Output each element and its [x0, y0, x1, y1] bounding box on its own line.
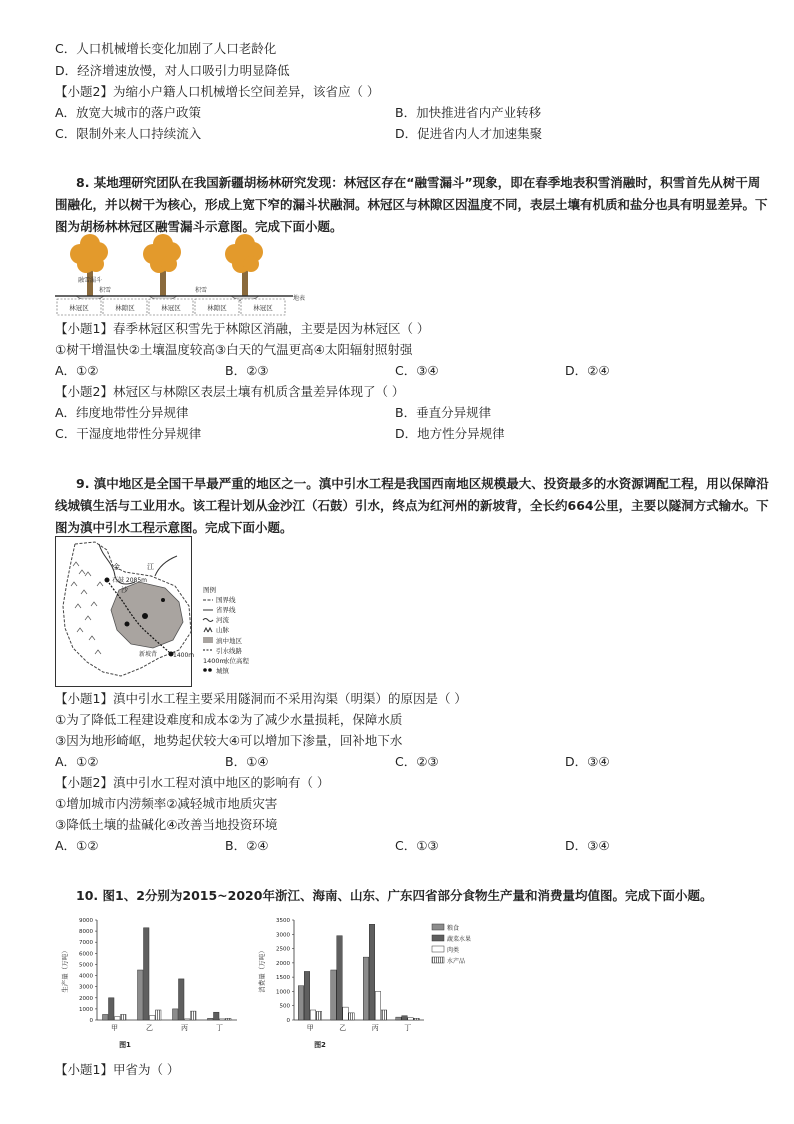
zone-label: 林冠区 — [253, 304, 273, 312]
svg-text:1400m: 1400m — [203, 657, 226, 665]
option-c: C．人口机械增长变化加剧了人口老龄化 — [55, 41, 277, 56]
y-tick-label: 0 — [89, 1018, 93, 1024]
zone-label: 林冠区 — [69, 304, 89, 312]
bar — [402, 1016, 408, 1020]
q9-sub1-items-1: ①为了降低工程建设难度和成本②为了减少水量损耗，保障水质 — [55, 712, 403, 727]
y-tick-label: 0 — [286, 1018, 290, 1024]
q8-sub1-items: ①树干增温快②土壤温度较高③白天的气温更高④太阳辐射照射强 — [55, 342, 413, 357]
bar — [375, 991, 381, 1020]
q8-sub1-option-c: C．③④ — [395, 363, 439, 378]
y-tick-label: 1000 — [79, 1006, 93, 1013]
y-tick-label: 3000 — [79, 984, 93, 991]
legend-label: 蔬菜水果 — [447, 936, 472, 943]
bar — [226, 1018, 232, 1020]
snow-funnel-figure — [55, 236, 306, 318]
svg-text:引水线路: 引水线路 — [216, 647, 242, 655]
q8-sub2-option-c: C．干湿度地带性分异规律 — [55, 426, 202, 441]
bar — [191, 1011, 197, 1020]
category-label: 丙 — [181, 1024, 188, 1032]
poplar-tree-icon — [225, 234, 263, 301]
y-tick-label: 7000 — [79, 940, 93, 947]
q9-sub1-items-2: ③因为地形崎岖，地势起伏较大④可以增加下渗量，回补地下水 — [55, 733, 403, 748]
question-8-stem-line1: 8. 某地理研究团队在我国新疆胡杨林研究发现：林冠区存在“融雪漏斗”现象，即在春季地表积雪消融时，积雪首先从树干周 — [76, 175, 761, 190]
poplar-tree-icon — [143, 234, 181, 301]
option-a: A．放宽大城市的落户政策 — [55, 105, 202, 120]
bar — [103, 1014, 109, 1020]
category-label: 丁 — [216, 1024, 223, 1032]
chart-title: 图2 — [314, 1041, 326, 1049]
question-9-stem-line1: 9. 滇中地区是全国干旱最严重的地区之一。滇中引水工程是我国西南地区规模最大、投资最多的水资源调配工程，用以保障沿 — [76, 476, 769, 491]
bar — [304, 971, 310, 1020]
chart-consumption — [252, 912, 482, 1057]
bar — [369, 924, 375, 1020]
q9-sub1-option-c: C．②③ — [395, 754, 439, 769]
svg-text:山脉: 山脉 — [216, 626, 229, 634]
option-d: D．经济增速放慢，对人口吸引力明显降低 — [55, 63, 290, 78]
q8-sub1-option-b: B．②③ — [225, 363, 269, 378]
q9-sub2-items-2: ③降低土壤的盐碱化④改善当地投资环境 — [55, 817, 278, 832]
svg-text:新坡背: 新坡背 — [139, 651, 158, 658]
legend-label: 水产品 — [447, 958, 466, 965]
question-8-stem-line2: 围融化，并以树干为核心，形成上宽下窄的漏斗状融洞。林冠区与林隙区因温度不同，表层土壤有机质和盐分也具有明显差异。下 — [55, 197, 768, 212]
svg-text:省界线: 省界线 — [216, 606, 236, 614]
question-10-stem: 10. 图1、2分别为2015~2020年浙江、海南、山东、广东四省部分食物生产量和消费量均值图。完成下面小题。 — [76, 888, 713, 903]
svg-text:金: 金 — [113, 563, 120, 571]
q9-sub1-option-b: B．①④ — [225, 754, 269, 769]
y-tick-label: 2000 — [276, 960, 290, 967]
y-tick-label: 6000 — [79, 951, 93, 958]
category-label: 丁 — [404, 1024, 412, 1032]
svg-text:1400m: 1400m — [173, 652, 195, 659]
q9-sub1-option-a: A．①② — [55, 754, 99, 769]
q8-sub2-option-d: D．地方性分异规律 — [395, 426, 505, 441]
chart-title: 图1 — [119, 1041, 131, 1049]
y-tick-label: 5000 — [79, 962, 93, 969]
y-tick-label: 4000 — [79, 973, 93, 980]
legend-swatch — [432, 946, 444, 952]
q8-sub2-option-b: B．垂直分异规律 — [395, 405, 492, 420]
bar — [349, 1013, 355, 1020]
q8-subquestion-2: 【小题2】林冠区与林隙区表层土壤有机质含量差异体现了（ ） — [55, 384, 405, 399]
q8-sub2-option-a: A．纬度地带性分异规律 — [55, 405, 189, 420]
q9-sub2-items-1: ①增加城市内涝频率②减轻城市地质灾害 — [55, 796, 278, 811]
y-axis-label: 生产量（万吨） — [61, 947, 69, 993]
y-tick-label: 2000 — [79, 995, 93, 1002]
bar — [363, 957, 369, 1020]
q9-sub2-option-a: A．①② — [55, 838, 99, 853]
zone-label: 林隙区 — [115, 304, 135, 312]
bar — [109, 998, 115, 1020]
bar — [220, 1019, 226, 1020]
category-label: 甲 — [306, 1024, 314, 1032]
category-label: 乙 — [146, 1024, 153, 1032]
snow-label-1: 积雪 — [99, 287, 112, 294]
bar — [138, 970, 144, 1020]
option-d: D．促进省内人才加速集聚 — [395, 126, 543, 141]
bar — [396, 1017, 402, 1020]
y-tick-label: 3500 — [276, 918, 290, 924]
svg-text:水位高程: 水位高程 — [223, 657, 249, 665]
q8-sub1-option-a: A．①② — [55, 363, 99, 378]
svg-text:滇中地区: 滇中地区 — [216, 637, 242, 645]
bar — [343, 1007, 349, 1020]
svg-text:图例: 图例 — [203, 586, 216, 594]
question-8-stem-line3: 图为胡杨林林冠区融雪漏斗示意图。完成下面小题。 — [55, 219, 343, 234]
q9-sub2-option-d: D．③④ — [565, 838, 610, 853]
svg-text:沙: 沙 — [121, 586, 128, 594]
q9-sub2-option-c: C．①③ — [395, 838, 439, 853]
q8-subquestion-1: 【小题1】春季林冠区积雪先于林隙区消融，主要是因为林冠区（ ） — [55, 321, 430, 336]
bar — [144, 928, 150, 1020]
bar — [414, 1018, 420, 1020]
y-tick-label: 2500 — [276, 946, 290, 953]
y-tick-label: 1000 — [276, 989, 290, 996]
legend-swatch — [432, 957, 444, 963]
svg-text:城镇: 城镇 — [216, 667, 229, 675]
water-project-map — [55, 536, 295, 688]
y-tick-label: 500 — [279, 1003, 290, 1010]
option-c: C．限制外来人口持续流入 — [55, 126, 202, 141]
category-label: 甲 — [111, 1024, 118, 1032]
subquestion-2: 【小题2】为缩小户籍人口机械增长空间差异，该省应（ ） — [55, 84, 380, 99]
snow-label-2: 积雪 — [195, 287, 208, 294]
q10-subquestion-1: 【小题1】甲省为（ ） — [55, 1062, 180, 1077]
bar — [115, 1017, 121, 1020]
bar — [310, 1010, 316, 1020]
zone-label: 林隙区 — [207, 304, 227, 312]
question-9-stem-line3: 图为滇中引水工程示意图。完成下面小题。 — [55, 520, 293, 535]
legend-swatch — [432, 924, 444, 930]
zone-label: 林冠区 — [161, 304, 181, 312]
q9-subquestion-2: 【小题2】滇中引水工程对滇中地区的影响有（ ） — [55, 775, 330, 790]
bar — [331, 970, 337, 1020]
shigu-town — [105, 578, 110, 583]
svg-text:石鼓 2085m: 石鼓 2085m — [112, 577, 148, 584]
question-9-stem-line2: 线城镇生活与工业用水。该工程计划从金沙江（石鼓）引水，终点为红河州的新坡背，全长约664公里，主要以隧洞方式输水。下 — [55, 498, 769, 513]
option-b: B．加快推进省内产业转移 — [395, 105, 542, 120]
y-tick-label: 1500 — [276, 975, 290, 982]
bar — [173, 1009, 179, 1020]
map-legend — [203, 585, 250, 675]
legend-label: 肉类 — [447, 947, 460, 954]
chart-production — [55, 912, 245, 1057]
bar — [156, 1010, 162, 1020]
svg-text:国界线: 国界线 — [216, 596, 236, 604]
q9-sub2-option-b: B．②④ — [225, 838, 269, 853]
svg-text:河流: 河流 — [216, 616, 229, 624]
legend-swatch — [432, 935, 444, 941]
y-tick-label: 8000 — [79, 929, 93, 936]
svg-text:江: 江 — [147, 563, 154, 571]
q8-sub1-option-d: D．②④ — [565, 363, 610, 378]
bar — [298, 986, 304, 1020]
bar — [208, 1018, 214, 1020]
bar — [121, 1014, 127, 1020]
bar — [381, 1010, 387, 1020]
bar — [214, 1012, 220, 1020]
bar — [408, 1018, 414, 1020]
category-label: 乙 — [339, 1024, 347, 1032]
funnel-label: 融雪漏斗 — [78, 277, 103, 284]
ground-label: 地表 — [293, 295, 306, 302]
category-label: 丙 — [371, 1024, 379, 1032]
legend-label: 粮食 — [447, 925, 460, 932]
q9-subquestion-1: 【小题1】滇中引水工程主要采用隧洞而不采用沟渠（明渠）的原因是（ ） — [55, 691, 467, 706]
y-tick-label: 9000 — [79, 918, 93, 924]
bar — [337, 936, 343, 1020]
bar — [316, 1011, 322, 1020]
y-tick-label: 3000 — [276, 932, 290, 939]
q9-sub1-option-d: D．③④ — [565, 754, 610, 769]
bar — [150, 1016, 156, 1020]
y-axis-label: 消费量（万吨） — [258, 947, 266, 993]
bar — [185, 1019, 191, 1020]
bar — [179, 979, 185, 1020]
